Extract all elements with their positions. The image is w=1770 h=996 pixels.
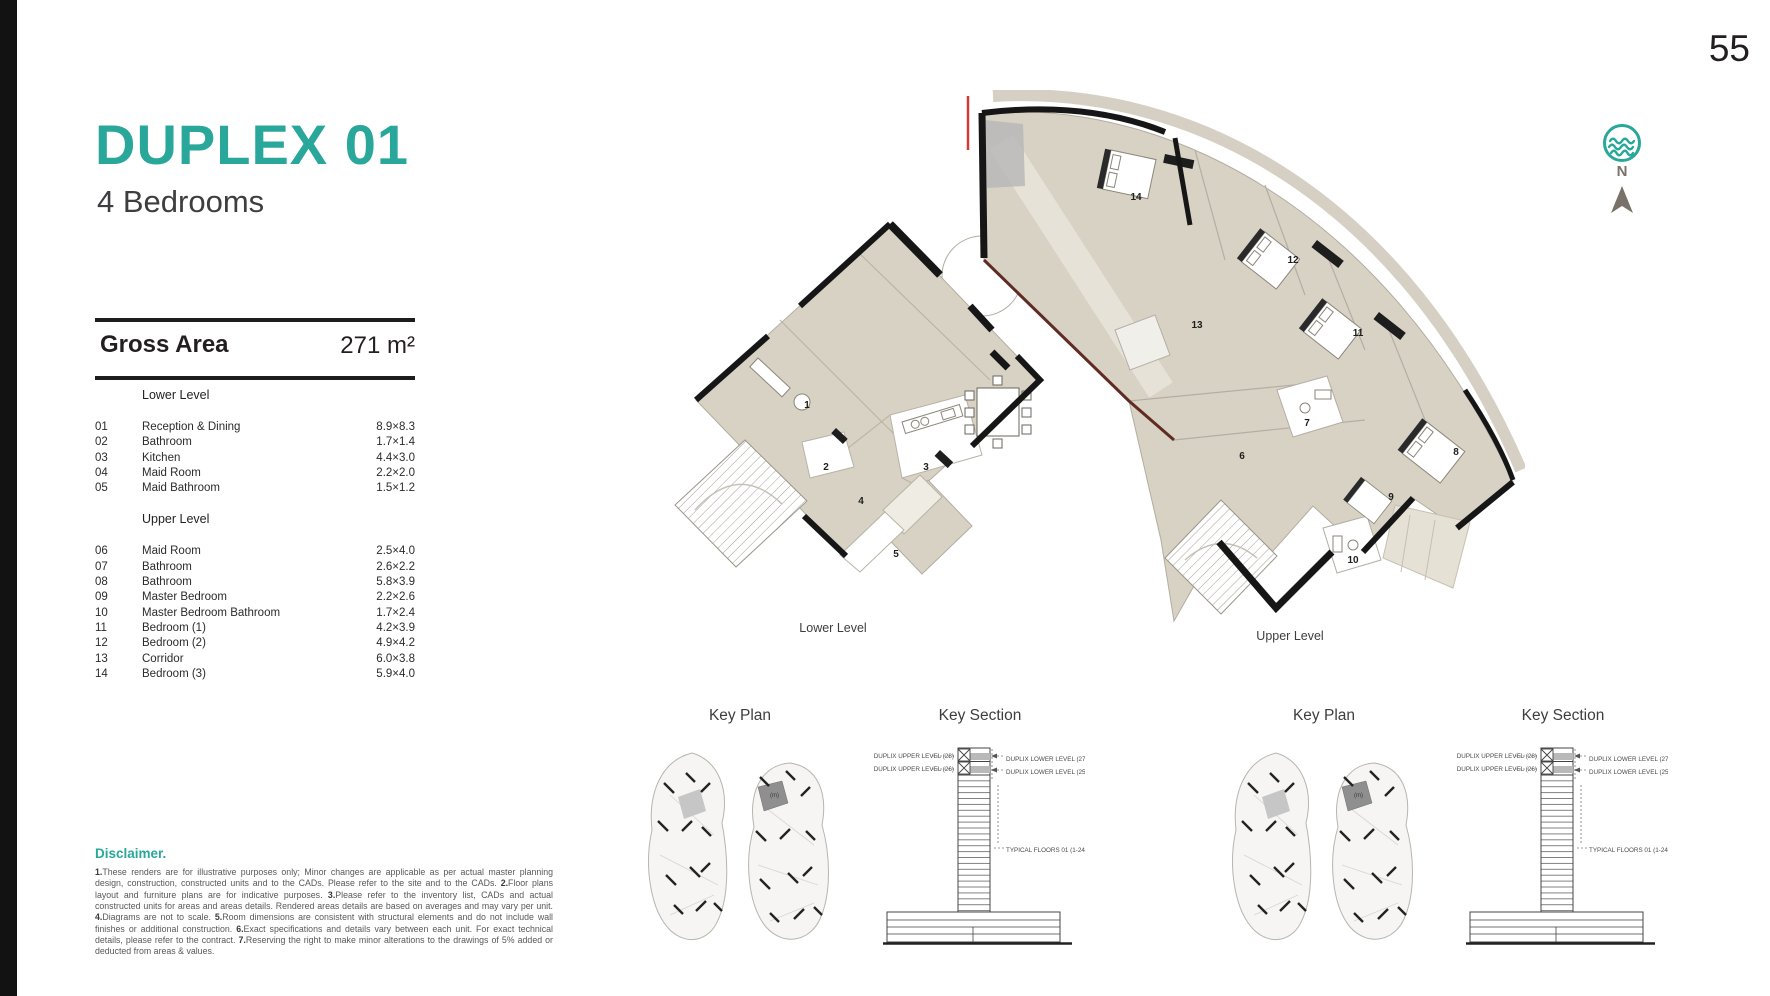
row-no: 11 [95, 621, 107, 634]
key-plan-left [630, 735, 860, 955]
row-no: 12 [95, 637, 108, 650]
row-no: 13 [95, 652, 108, 665]
row-dim: 1.7×1.4 [376, 436, 415, 449]
row-name: Corridor [142, 652, 184, 665]
key-plan-label-left: Key Plan [708, 707, 772, 724]
row-dim: 1.5×1.2 [376, 482, 415, 495]
rule-bottom [95, 376, 415, 380]
key-section-right [1453, 740, 1668, 950]
row-name: Master Bedroom Bathroom [142, 606, 281, 619]
table-row [95, 451, 415, 466]
room-table [95, 388, 415, 682]
room-number: 12 [1287, 255, 1299, 266]
row-no: 08 [95, 576, 108, 589]
table-row [95, 435, 415, 450]
room-number: 1 [804, 400, 810, 411]
page-subtitle: 4 Bedrooms [97, 184, 265, 219]
rule-top [95, 318, 415, 322]
row-name: Bedroom (1) [142, 621, 206, 634]
row-dim: 4.9×4.2 [376, 637, 415, 650]
table-row [95, 621, 415, 636]
row-name: Maid Room [142, 466, 201, 479]
row-name: Maid Bathroom [142, 482, 220, 495]
room-number: 11 [1352, 328, 1364, 339]
key-plan-label-right: Key Plan [1292, 707, 1356, 724]
table-row [95, 560, 415, 575]
section-label-upper: Upper Level [142, 512, 210, 527]
row-no: 06 [95, 545, 108, 558]
table-row [95, 636, 415, 651]
room-number: 6 [1239, 451, 1245, 462]
gross-area-value: 271 m² [340, 332, 415, 359]
key-plan-right [1214, 735, 1444, 955]
table-row [95, 590, 415, 605]
left-edge-bar [0, 0, 17, 996]
room-number: 2 [823, 462, 829, 473]
north-label: N [1616, 163, 1628, 180]
table-row [95, 466, 415, 481]
table-row [95, 544, 415, 559]
row-no: 02 [95, 436, 108, 449]
table-row [95, 420, 415, 435]
row-name: Master Bedroom [142, 591, 228, 604]
table-row [95, 652, 415, 667]
row-no: 05 [95, 482, 108, 495]
row-no: 10 [95, 606, 108, 619]
key-section-label-left: Key Section [938, 707, 1022, 724]
room-number: 5 [893, 549, 899, 560]
gross-area-label: Gross Area [100, 331, 229, 358]
table-row [95, 481, 415, 496]
table-row [95, 575, 415, 590]
disclaimer-text: 1.These renders are for illustrative purposes only; Minor changes are applicable as per actual master planning design, construction, constructed units and to the CADs. Please refer to the site and to the CADs. 2.Floor plans layout and furniture plans are for indicative purposes. 3.Please refer to the inventory list, CADs and actual constructed units for areas and areas details. Rendered areas details are based on averages and may vary per unit. 4.Diagrams are not to scale. 5.Room dimensions are consistent with structural elements and do not include wall finishes or additional construction. 6.Exact specifications and details vary between each unit. For exact technical details, please refer to the contract. 7.Reserving the right to make minor alterations to the drawings of 5% added or deducted from areas & values. [95, 867, 554, 957]
lower-plan-caption: Lower Level [799, 621, 867, 635]
row-dim: 2.5×4.0 [376, 545, 415, 558]
row-name: Bathroom [142, 560, 192, 573]
row-name: Maid Room [142, 545, 201, 558]
room-number: 3 [923, 462, 929, 473]
key-section-left [870, 740, 1085, 950]
row-dim: 6.0×3.8 [376, 652, 415, 665]
row-dim: 1.7×2.4 [376, 606, 415, 619]
row-name: Bedroom (2) [142, 637, 206, 650]
core-shaft [985, 120, 1025, 188]
room-number: 7 [1304, 418, 1310, 429]
disclaimer-title: Disclaimer. [95, 846, 167, 861]
row-name: Bathroom [142, 576, 192, 589]
key-section-label-right: Key Section [1521, 707, 1605, 724]
room-number: 10 [1347, 555, 1359, 566]
page-title: DUPLEX 01 [95, 113, 409, 176]
row-name: Kitchen [142, 451, 181, 464]
room-number: 8 [1453, 447, 1459, 458]
row-name: Reception & Dining [142, 421, 241, 433]
section-label-lower: Lower Level [142, 388, 210, 402]
room-number: 4 [858, 496, 864, 507]
table-row [95, 606, 415, 621]
row-name: Bathroom [142, 436, 192, 449]
row-dim: 4.4×3.0 [376, 451, 415, 464]
row-dim: 4.2×3.9 [376, 621, 415, 634]
room-number: 14 [1130, 192, 1142, 203]
row-no: 04 [95, 466, 108, 479]
north-arrow-icon [1608, 185, 1636, 215]
row-dim: 2.2×2.0 [376, 466, 415, 479]
row-no: 07 [95, 560, 108, 573]
row-dim: 2.2×2.6 [376, 591, 415, 604]
upper-level-floor-plan [965, 90, 1525, 630]
page-number: 55 [1708, 28, 1750, 69]
room-number: 9 [1388, 492, 1394, 503]
upper-plan-caption: Upper Level [1256, 629, 1324, 643]
row-dim: 2.6×2.2 [376, 560, 415, 573]
row-no: 09 [95, 591, 108, 604]
wave-logo-icon [1602, 123, 1642, 163]
row-dim: 5.9×4.0 [376, 667, 415, 680]
row-name: Bedroom (3) [142, 667, 206, 680]
row-no: 01 [95, 421, 108, 433]
row-dim: 8.9×8.3 [376, 421, 415, 433]
table-row [95, 667, 415, 682]
row-no: 03 [95, 451, 108, 464]
room-number: 13 [1191, 320, 1203, 331]
row-no: 14 [95, 667, 108, 680]
row-dim: 5.8×3.9 [376, 576, 415, 589]
